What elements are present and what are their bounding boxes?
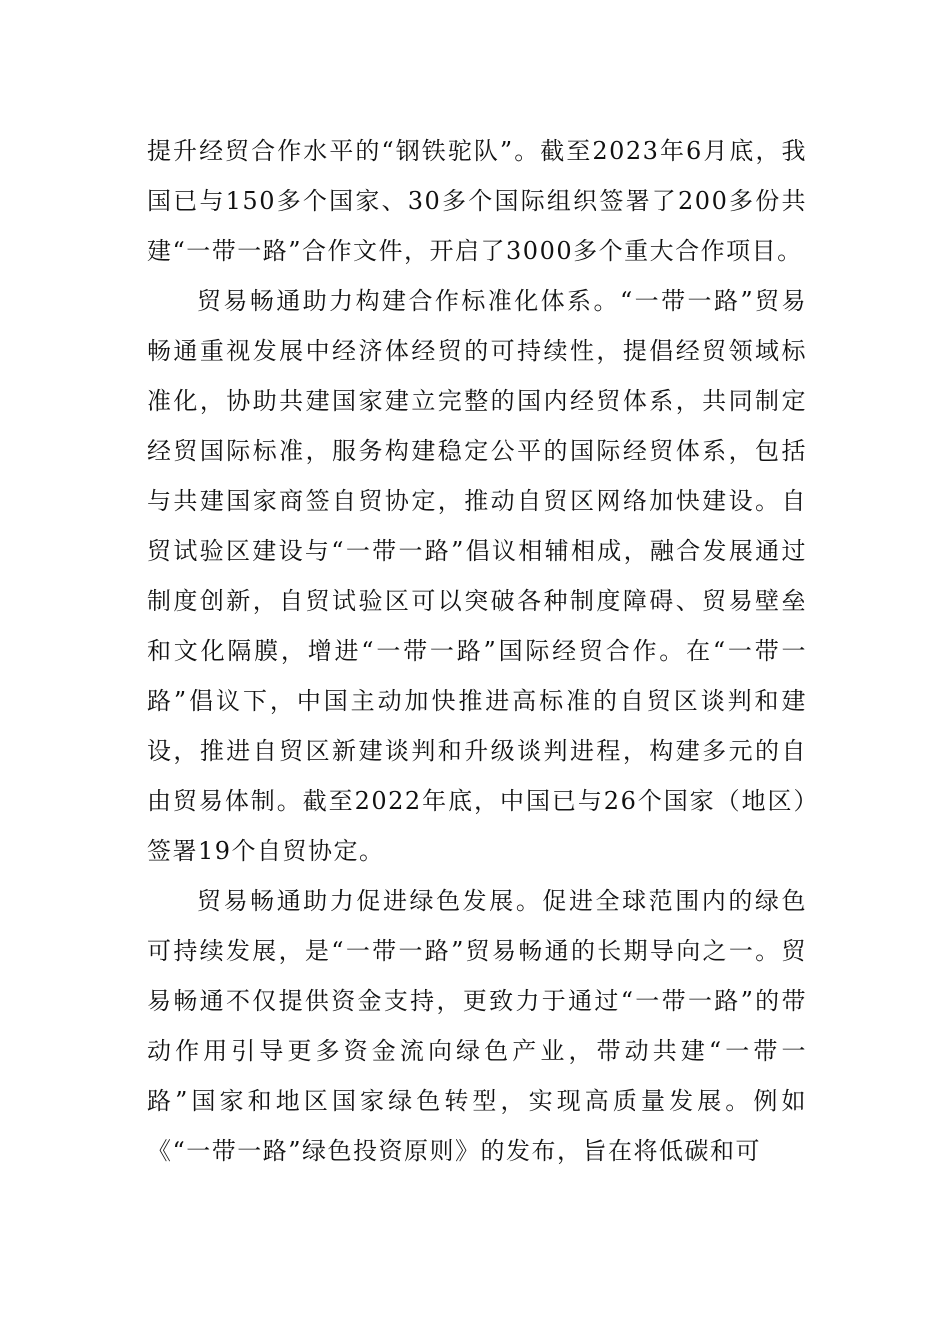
paragraph-2: [147, 276, 807, 876]
body-text: [147, 126, 807, 1176]
paragraph-3-text: 促进全球范围内的绿色可持续发展，是“一带一路”贸易畅通的长期导向之一。贸易畅通不仅提供资金支持，更致力于通过“一带一路”的带动作用引导更多资金流向绿色产业，带动共建“一带一路”国家和地区国家绿色转型，实现高质量发展。例如《“一带一路”绿色投资原则》的发布，旨在将低碳和可: [147, 887, 808, 1165]
paragraph-2-lead: 贸易畅通助力构建合作标准化体系。: [197, 287, 620, 315]
paragraph-3-lead: 贸易畅通助力促进绿色发展。: [197, 887, 543, 915]
paragraph-2-text: “一带一路”贸易畅通重视发展中经济体经贸的可持续性，提倡经贸领域标准化，协助共建国家建立完整的国内经贸体系，共同制定经贸国际标准，服务构建稳定公平的国际经贸体系，包括与共建国家商签自贸协定，推动自贸区网络加快建设。自贸试验区建设与“一带一路”倡议相辅相成，融合发展通过制度创新，自贸试验区可以突破各种制度障碍、贸易壁垒和文化隔膜，增进“一带一路”国际经贸合作。在“一带一路”倡议下，中国主动加快推进高标准的自贸区谈判和建设，推进自贸区新建谈判和升级谈判进程，构建多元的自由贸易体制。截至2022年底，中国已与26个国家（地区）签署19个自贸协定。: [147, 287, 808, 865]
paragraph-3: [147, 876, 807, 1176]
paragraph-1: [147, 126, 807, 276]
paragraph-1-text: 提升经贸合作水平的“钢铁驼队”。截至2023年6月底，我国已与150多个国家、30多个国际组织签署了200多份共建“一带一路”合作文件，开启了3000多个重大合作项目。: [147, 137, 807, 265]
